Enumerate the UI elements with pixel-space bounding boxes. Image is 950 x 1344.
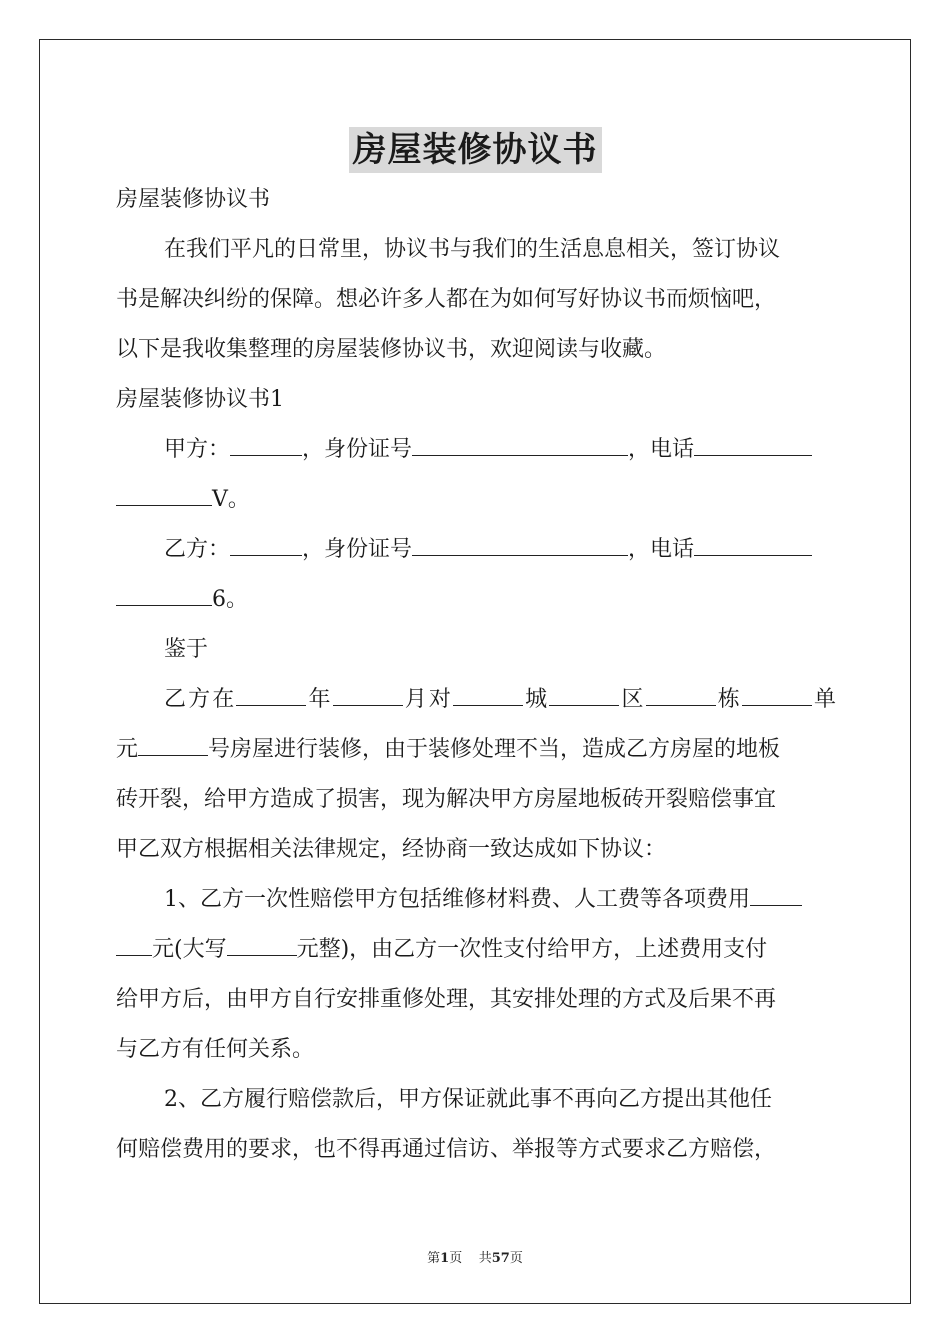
background-line-3: 砖开裂，给甲方造成了损害，现为解决甲方房屋地板砖开裂赔偿事宜 [116, 787, 777, 812]
party-a-phone-blank [694, 433, 812, 456]
bg-text-3: 月对 [402, 687, 454, 712]
section-title: 房屋装修协议书1 [116, 387, 284, 412]
party-a-phone-blank-cont [116, 483, 212, 506]
party-b-label: 乙方： [164, 537, 231, 562]
document-body [116, 178, 836, 1178]
party-a-phone-label: ，电话 [628, 437, 695, 462]
page-footer [0, 1247, 950, 1266]
footer-page-number: 1 [440, 1251, 450, 1266]
clause-2-line-1: 2、乙方履行赔偿款后，甲方保证就此事不再向乙方提出其他任 [164, 1087, 772, 1112]
party-a-name-blank [230, 433, 302, 456]
intro-line-1: 在我们平凡的日常里，协议书与我们的生活息息相关，签订协议 [164, 237, 781, 262]
subtitle: 房屋装修协议书 [116, 187, 271, 212]
amount-words-blank [227, 933, 297, 956]
party-b-end: 6。 [212, 587, 248, 612]
unit-blank [742, 683, 812, 706]
bg-text-5: 区 [619, 687, 646, 712]
district-blank [549, 683, 619, 706]
bg-text-1: 乙方在 [164, 687, 237, 712]
footer-total-suffix: 页 [509, 1251, 523, 1266]
party-b-id-label: ，身份证号 [302, 537, 413, 562]
amount-blank-cont [116, 933, 152, 956]
clause-1-text-1: 1、乙方一次性赔偿甲方包括维修材料费、人工费等各项费用 [164, 887, 750, 912]
year-blank [236, 683, 306, 706]
building-blank [646, 683, 716, 706]
party-a-id-label: ，身份证号 [302, 437, 413, 462]
clause-1-line-1 [116, 878, 836, 928]
clause-2-line-2: 何赔偿费用的要求，也不得再通过信访、举报等方式要求乙方赔偿， [116, 1137, 777, 1162]
bg-text-4: 城 [523, 687, 550, 712]
party-b-id-blank [412, 533, 628, 556]
footer-page-prefix: 第 [427, 1251, 441, 1266]
party-a-line-2 [116, 478, 836, 528]
clause-1-line-2 [116, 928, 836, 978]
footer-total-prefix: 共 [478, 1251, 492, 1266]
party-b-name-blank [230, 533, 302, 556]
month-blank [333, 683, 403, 706]
bg-text-9: 号房屋进行装修，由于装修处理不当，造成乙方房屋的地板 [208, 737, 781, 762]
clause-1-text-3: 元整)，由乙方一次性支付给甲方，上述费用支付 [296, 937, 768, 962]
party-a-label: 甲方： [164, 437, 231, 462]
bg-text-7: 单 [811, 687, 836, 712]
amount-blank [750, 883, 802, 906]
party-b-phone-label: ，电话 [628, 537, 695, 562]
bg-text-8: 元 [116, 737, 139, 762]
title-container [0, 127, 950, 173]
bg-text-2: 年 [306, 687, 333, 712]
party-b-phone-blank [694, 533, 812, 556]
background-line-4: 甲乙双方根据相关法律规定，经协商一致达成如下协议： [116, 837, 667, 862]
clause-1-text-2: 元(大写 [152, 937, 227, 962]
intro-line-3: 以下是我收集整理的房屋装修协议书，欢迎阅读与收藏。 [116, 337, 667, 362]
background-line-1 [116, 678, 836, 728]
footer-page-suffix: 页 [449, 1251, 463, 1266]
party-a-end: V。 [212, 487, 250, 512]
city-blank [453, 683, 523, 706]
whereas-heading: 鉴于 [164, 637, 209, 662]
intro-line-2: 书是解决纠纷的保障。想必许多人都在为如何写好协议书而烦恼吧， [116, 287, 777, 312]
party-a-line [116, 428, 836, 478]
party-b-line [116, 528, 836, 578]
party-b-phone-blank-cont [116, 583, 212, 606]
clause-1-line-4: 与乙方有任何关系。 [116, 1037, 315, 1062]
document-title: 房屋装修协议书 [349, 127, 602, 173]
background-line-2 [116, 728, 836, 778]
party-b-line-2 [116, 578, 836, 628]
bg-text-6: 栋 [715, 687, 742, 712]
footer-total-pages: 57 [491, 1251, 510, 1266]
clause-1-line-3: 给甲方后，由甲方自行安排重修处理，其安排处理的方式及后果不再 [116, 987, 777, 1012]
room-blank [138, 733, 208, 756]
party-a-id-blank [412, 433, 628, 456]
